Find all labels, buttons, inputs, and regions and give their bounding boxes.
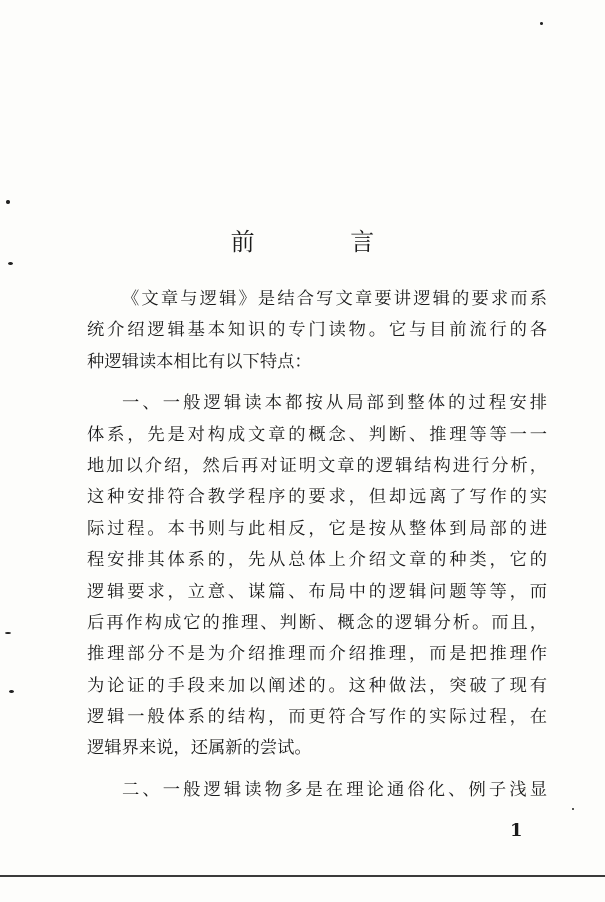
scan-speck [6, 200, 10, 204]
scan-speck [5, 632, 11, 634]
text-line: 际过程。本书则与此相反，它是按从整体到局部的进 [87, 518, 547, 539]
text-line: 逻辑界来说，还属新的尝试。 [87, 738, 312, 759]
text-line: 程安排其体系的，先从总体上介绍文章的种类，它的 [87, 550, 547, 571]
text-line: 这种安排符合教学程序的要求，但却远离了写作的实 [87, 487, 547, 508]
text-line: 逻辑要求，立意、谋篇、布局中的逻辑问题等等，而 [87, 581, 547, 602]
text-line: 体系，先是对构成文章的概念、判断、推理等等一一 [87, 424, 547, 445]
page-number: 1 [510, 820, 523, 841]
text-line: 地加以介绍，然后再对证明文章的逻辑结构进行分析， [87, 455, 547, 476]
scan-speck [572, 808, 574, 810]
text-line: 统介绍逻辑基本知识的专门读物。它与目前流行的各 [87, 320, 547, 341]
page-title: 前 言 [230, 228, 419, 256]
bottom-rule [0, 875, 605, 877]
text-line: 逻辑一般体系的结构，而更符合写作的实际过程，在 [87, 707, 547, 728]
text-line: 一、一般逻辑读本都按从局部到整体的过程安排 [122, 393, 547, 414]
text-line: 推理部分不是为介绍推理而介绍推理，而是把推理作 [87, 644, 547, 665]
text-line: 种逻辑读本相比有以下特点： [87, 351, 312, 372]
preface-body [87, 284, 547, 806]
text-line: 二、一般逻辑读物多是在理论通俗化、例子浅显 [122, 779, 547, 800]
text-line: 后再作构成它的推理、判断、概念的逻辑分析。而且， [87, 612, 547, 633]
text-line: 为论证的手段来加以阐述的。这种做法，突破了现有 [87, 675, 547, 696]
scan-speck [8, 262, 13, 265]
scan-speck [540, 22, 543, 25]
scan-speck [9, 690, 14, 693]
text-line: 《文章与逻辑》是结合写文章要讲逻辑的要求而系 [122, 289, 547, 309]
